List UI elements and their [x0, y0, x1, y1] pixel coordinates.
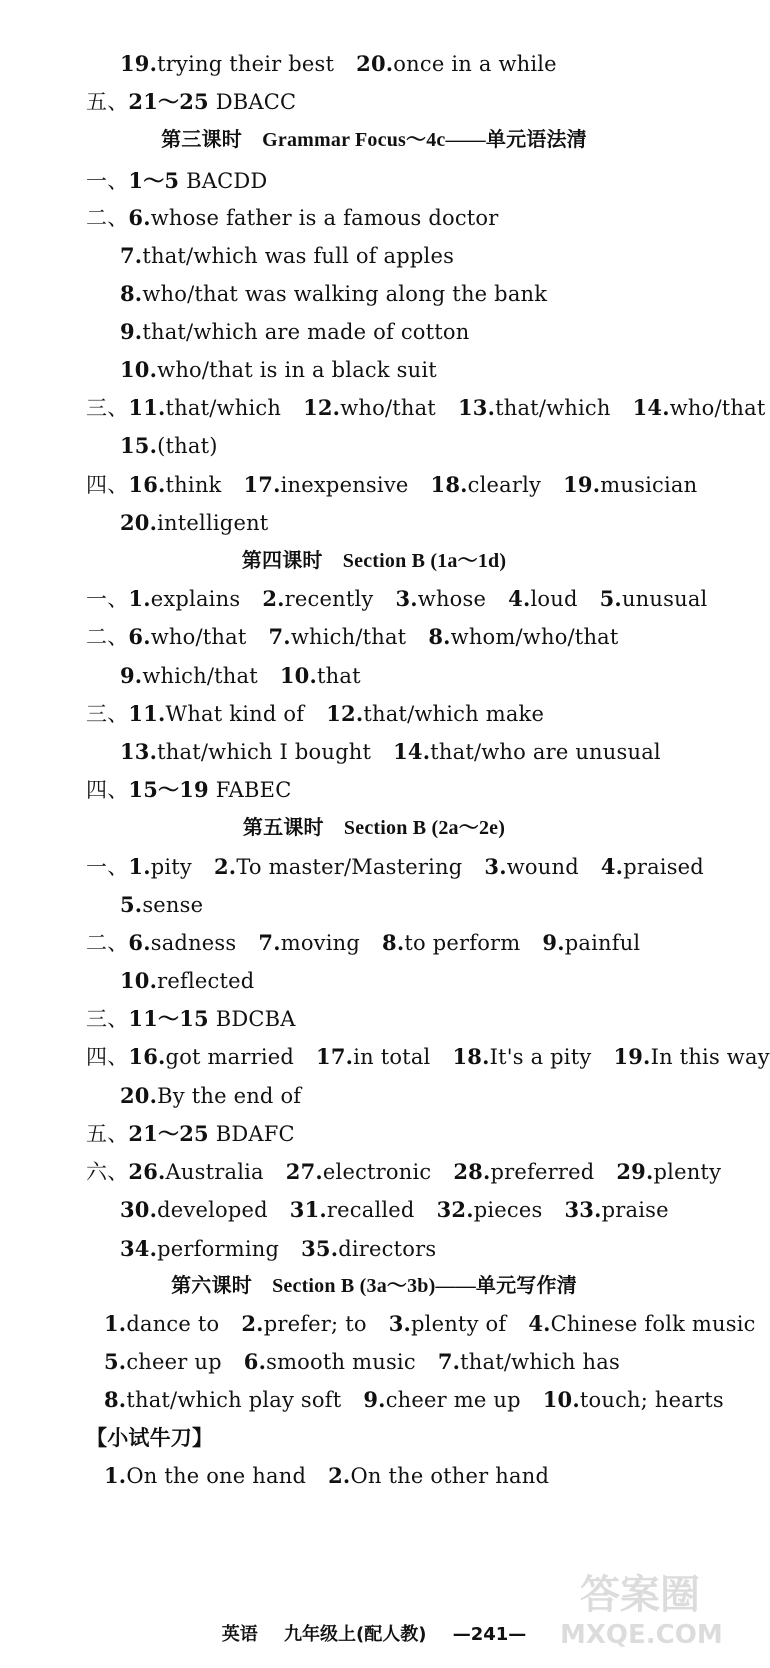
answer-text: who/that: [340, 396, 436, 420]
answer-number: 11～15: [128, 1006, 209, 1031]
answer-text: (that): [157, 434, 218, 458]
answer-item: [382, 929, 520, 957]
answer-number: 16.: [128, 472, 166, 497]
question-group-label: 四、: [86, 473, 129, 497]
answer-item: [393, 738, 661, 766]
answer-item: [128, 623, 246, 651]
answer-text: By the end of: [157, 1084, 302, 1108]
answer-line: [120, 432, 218, 460]
answer-line: [120, 1196, 669, 1224]
answer-item: [542, 929, 640, 957]
answer-text: that/which has: [460, 1350, 620, 1374]
answer-text: praise: [601, 1198, 669, 1222]
answer-text: that/who are unusual: [430, 740, 661, 764]
answer-number: 10.: [120, 968, 158, 993]
answer-number: 3.: [395, 586, 418, 611]
answer-item: [356, 50, 557, 78]
answer-number: 16.: [128, 1044, 166, 1069]
answer-number: 4.: [600, 854, 624, 879]
question-group-label: 三、: [86, 1007, 129, 1031]
answer-text: smooth music: [266, 1350, 416, 1374]
answer-line: [120, 280, 547, 308]
answer-number: 10.: [542, 1387, 580, 1412]
answer-text: BDAFC: [208, 1122, 295, 1146]
answer-text: praised: [623, 855, 704, 879]
answer-line: [120, 738, 661, 766]
answer-number: 21～25: [128, 1121, 209, 1146]
answer-item: [458, 394, 611, 422]
answer-text: to perform: [404, 931, 521, 955]
answer-item: [128, 394, 281, 422]
answer-item: [214, 853, 462, 881]
answer-line: [86, 776, 291, 804]
answer-number: 1.: [128, 854, 151, 879]
answer-text: sadness: [150, 931, 237, 955]
answer-line: [86, 700, 544, 728]
answer-item: [326, 700, 544, 728]
answer-item: [633, 394, 766, 422]
answer-item: [128, 1158, 263, 1186]
answer-number: 18.: [452, 1044, 490, 1069]
answer-number: 8.: [382, 930, 405, 955]
answer-number: 34.: [120, 1236, 158, 1261]
answer-number: 33.: [564, 1197, 602, 1222]
answer-text: which/that: [142, 664, 258, 688]
answer-number: 6.: [128, 205, 151, 230]
answer-item: [258, 929, 360, 957]
answer-item: [328, 1462, 549, 1490]
answer-number: 5.: [104, 1349, 127, 1374]
answer-text: in total: [353, 1045, 431, 1069]
answer-item: [128, 585, 240, 613]
answer-item: [244, 1348, 416, 1376]
answer-item: [104, 1348, 222, 1376]
answer-text: touch; hearts: [579, 1388, 724, 1412]
answer-number: 20.: [120, 510, 158, 535]
answer-text: pity: [150, 855, 192, 879]
question-group-label: 二、: [86, 931, 129, 955]
answer-text: developed: [157, 1198, 268, 1222]
answer-number: 10.: [279, 663, 317, 688]
answer-text: who/that: [669, 396, 766, 420]
answer-text: plenty: [653, 1160, 722, 1184]
answer-item: [241, 1310, 366, 1338]
answer-line: [120, 1235, 436, 1263]
answer-number: 5.: [599, 586, 622, 611]
answer-text: BACDD: [179, 169, 268, 193]
question-group-label: 二、: [86, 206, 129, 230]
answer-text: recalled: [326, 1198, 415, 1222]
answer-item: [484, 853, 578, 881]
question-group-label: 三、: [86, 702, 129, 726]
answer-number: 12.: [326, 701, 364, 726]
answer-number: 14.: [393, 739, 431, 764]
answer-item: [128, 471, 221, 499]
answer-item: [128, 776, 291, 804]
answer-number: 8.: [428, 624, 451, 649]
answer-line: [86, 204, 499, 232]
answer-item: [104, 1462, 306, 1490]
answer-number: 19.: [563, 472, 601, 497]
answer-line: [120, 1082, 301, 1110]
answer-item: [120, 50, 334, 78]
answer-item: [508, 585, 577, 613]
answer-number: 9.: [542, 930, 565, 955]
answer-item: [120, 891, 203, 919]
answer-number: 1～5: [128, 168, 180, 193]
answer-item: [601, 853, 704, 881]
answer-item: [120, 509, 268, 537]
answer-number: 8.: [120, 281, 143, 306]
answer-line: [86, 167, 267, 195]
answer-number: 15.: [120, 433, 158, 458]
answer-item: [120, 356, 437, 384]
section-heading: 第三课时 Grammar Focus～4c——单元语法清: [161, 129, 587, 151]
answer-text: clearly: [467, 473, 542, 497]
answer-number: 15～19: [128, 777, 209, 802]
question-group-label: 一、: [86, 587, 129, 611]
answer-item: [452, 1043, 591, 1071]
answer-item: [280, 662, 361, 690]
answer-number: 2.: [328, 1463, 351, 1488]
answer-item: [104, 1310, 219, 1338]
answer-line: [86, 853, 704, 881]
answer-text: who/that is in a black suit: [157, 358, 437, 382]
answer-number: 7.: [437, 1349, 461, 1374]
answer-text: who/that was walking along the bank: [142, 282, 548, 306]
answer-text: that/which are made of cotton: [142, 320, 470, 344]
answer-line: [120, 50, 557, 78]
answer-text: On the other hand: [350, 1464, 550, 1488]
answer-item: [262, 585, 373, 613]
answer-number: 6.: [243, 1349, 267, 1374]
answer-text: In this way: [650, 1045, 770, 1069]
answer-text: that/which play soft: [126, 1388, 342, 1412]
footer-grade: 九年级上(配人教): [283, 1624, 427, 1645]
answer-number: 8.: [104, 1387, 127, 1412]
answer-text: What kind of: [165, 702, 305, 726]
answer-line: [104, 1462, 549, 1490]
answer-text: intelligent: [157, 511, 269, 535]
answer-line: [86, 1424, 213, 1452]
answer-item: [528, 1310, 755, 1338]
answer-text: FABEC: [208, 778, 292, 802]
answer-number: 4.: [508, 586, 531, 611]
answer-item: [128, 1120, 294, 1148]
answer-text: sense: [142, 893, 204, 917]
answer-item: [438, 1348, 620, 1376]
answer-line: [120, 509, 268, 537]
answer-number: 10.: [120, 357, 158, 382]
answer-number: 6.: [128, 930, 151, 955]
answer-number: 18.: [430, 472, 468, 497]
answer-text: explains: [150, 587, 241, 611]
answer-number: 7.: [120, 243, 143, 268]
answer-text: plenty of: [411, 1312, 507, 1336]
answer-item: [104, 1386, 341, 1414]
answer-text: that/which I bought: [157, 740, 372, 764]
answer-item: [120, 242, 454, 270]
answer-item: [301, 1235, 436, 1263]
answer-number: 5.: [120, 892, 143, 917]
answer-line: [120, 967, 254, 995]
answer-text: unusual: [621, 587, 708, 611]
answer-item: [120, 738, 371, 766]
answer-number: 7.: [258, 930, 281, 955]
answer-line: [86, 1158, 721, 1186]
answer-text: which/that: [290, 625, 407, 649]
question-group-label: 一、: [86, 169, 129, 193]
answer-number: 12.: [303, 395, 341, 420]
answer-number: 20.: [120, 1083, 158, 1108]
answer-item: [243, 471, 408, 499]
answer-text: wound: [506, 855, 579, 879]
answer-text: musician: [600, 473, 698, 497]
answer-item: [120, 1235, 279, 1263]
answer-text: Chinese folk music: [550, 1312, 756, 1336]
answer-text: directors: [338, 1237, 437, 1261]
answer-number: 19.: [613, 1044, 651, 1069]
answer-item: [268, 623, 406, 651]
answer-line: [104, 1310, 756, 1338]
answer-item: [431, 471, 542, 499]
answer-number: 1.: [104, 1311, 127, 1336]
section-heading: 第六课时 Section B (3a～3b)——单元写作清: [171, 1275, 577, 1297]
answer-item: [120, 1196, 268, 1224]
answer-text: inexpensive: [280, 473, 409, 497]
answer-item: [616, 1158, 721, 1186]
answer-text: BDCBA: [208, 1007, 296, 1031]
answer-number: 20.: [356, 51, 394, 76]
answer-number: 13.: [457, 395, 496, 420]
answer-item: [128, 204, 498, 232]
answer-line: [120, 662, 361, 690]
section-heading: 第五课时 Section B (2a～2e): [242, 817, 506, 839]
answer-text: reflected: [157, 969, 255, 993]
answer-number: 29.: [616, 1159, 654, 1184]
answer-text: electronic: [322, 1160, 432, 1184]
answer-text: recently: [284, 587, 374, 611]
answer-item: [128, 88, 296, 116]
answer-line: [86, 929, 640, 957]
question-group-label: 五、: [86, 1122, 129, 1146]
answer-text: cheer me up: [385, 1388, 521, 1412]
answer-line: [86, 1043, 770, 1071]
answer-text: whose: [417, 587, 487, 611]
question-group-label: 六、: [86, 1160, 129, 1184]
answer-number: 3.: [484, 854, 507, 879]
answer-line: [120, 318, 470, 346]
answer-number: 2.: [241, 1311, 264, 1336]
answer-line: [86, 623, 619, 651]
answer-text: got married: [165, 1045, 295, 1069]
footer-subject: 英语: [221, 1624, 258, 1645]
answer-number: 1.: [104, 1463, 127, 1488]
answer-text: preferred: [490, 1160, 595, 1184]
answer-text: think: [165, 473, 222, 497]
answer-text: dance to: [126, 1312, 220, 1336]
answer-text: prefer; to: [263, 1312, 367, 1336]
answer-number: 32.: [436, 1197, 474, 1222]
answer-number: 7.: [268, 624, 291, 649]
answer-text: that/which was full of apples: [142, 244, 455, 268]
answer-item: [120, 1082, 301, 1110]
answer-item: [600, 585, 708, 613]
answer-line: [86, 88, 296, 116]
watermark-site: MXQE.COM: [560, 1620, 723, 1650]
answer-text: trying their best: [157, 52, 335, 76]
answer-number: 9.: [120, 319, 143, 344]
question-group-label: 四、: [86, 1045, 129, 1069]
answer-item: [128, 1005, 295, 1033]
answer-text: that/which make: [363, 702, 545, 726]
answer-text: painful: [564, 931, 641, 955]
answer-number: 1.: [128, 586, 151, 611]
answer-number: 11.: [128, 395, 166, 420]
answer-item: [286, 1158, 432, 1186]
answer-number: 2.: [262, 586, 285, 611]
answer-number: 19.: [120, 51, 158, 76]
watermark-logo: 答案圈: [580, 1572, 700, 1618]
footer-page-number: —241—: [452, 1624, 527, 1645]
answer-line: [86, 471, 697, 499]
answer-number: 28.: [453, 1159, 491, 1184]
answer-line: [120, 242, 454, 270]
answer-text: that/which: [495, 396, 611, 420]
answer-number: 4.: [528, 1311, 551, 1336]
answer-number: 2.: [214, 854, 237, 879]
answer-item: [543, 1386, 724, 1414]
answer-number: 13.: [120, 739, 158, 764]
answer-item: [120, 280, 547, 308]
answer-text: Australia: [165, 1160, 264, 1184]
answer-item: [120, 432, 218, 460]
answer-item: [564, 1196, 668, 1224]
answer-item: [303, 394, 436, 422]
answer-text: cheer up: [126, 1350, 222, 1374]
answer-number: 14.: [632, 395, 670, 420]
answer-line: [120, 356, 437, 384]
answer-item: [128, 929, 236, 957]
answer-number: 30.: [120, 1197, 158, 1222]
answer-item: [428, 623, 618, 651]
answer-item: [437, 1196, 543, 1224]
answer-item: [120, 318, 470, 346]
answer-item: [395, 585, 486, 613]
question-group-label: 二、: [86, 625, 129, 649]
answer-text: whom/who/that: [450, 625, 619, 649]
question-group-label: 【小试牛刀】: [86, 1425, 214, 1450]
answer-text: To master/Mastering: [236, 855, 463, 879]
answer-line: [86, 1005, 296, 1033]
answer-text: whose father is a famous doctor: [150, 206, 499, 230]
answer-item: [128, 1043, 294, 1071]
answer-item: [563, 471, 697, 499]
answer-number: 31.: [289, 1197, 327, 1222]
answer-item: [128, 853, 192, 881]
answer-number: 9.: [363, 1387, 386, 1412]
answer-number: 17.: [243, 472, 281, 497]
answer-text: pieces: [473, 1198, 543, 1222]
question-group-label: 四、: [86, 778, 129, 802]
answer-line: [120, 891, 203, 919]
answer-text: who/that: [150, 625, 247, 649]
answer-item: [363, 1386, 520, 1414]
answer-line: [86, 585, 707, 613]
answer-text: moving: [280, 931, 361, 955]
answer-item: [316, 1043, 430, 1071]
watermark: [560, 1570, 723, 1660]
answer-text: DBACC: [208, 90, 297, 114]
answer-number: 11.: [128, 701, 166, 726]
answer-item: [120, 967, 254, 995]
question-group-label: 一、: [86, 855, 129, 879]
answer-text: loud: [530, 587, 578, 611]
answer-text: that: [316, 664, 361, 688]
answer-number: 27.: [285, 1159, 323, 1184]
answer-number: 9.: [120, 663, 143, 688]
answer-number: 35.: [301, 1236, 339, 1261]
section-heading: 第四课时 Section B (1a～1d): [241, 550, 507, 572]
answer-number: 3.: [388, 1311, 412, 1336]
answer-line: [104, 1348, 620, 1376]
answer-number: 17.: [316, 1044, 354, 1069]
answer-text: performing: [157, 1237, 280, 1261]
question-group-label: 五、: [86, 90, 129, 114]
answer-line: [86, 394, 766, 422]
answer-number: 26.: [128, 1159, 166, 1184]
answer-item: [613, 1043, 769, 1071]
answer-text: that/which: [165, 396, 282, 420]
answer-number: 21～25: [128, 89, 209, 114]
answer-item: [128, 700, 304, 728]
answer-line: [86, 1120, 295, 1148]
answer-line: [104, 1386, 724, 1414]
answer-item: [128, 167, 267, 195]
answer-item: [453, 1158, 594, 1186]
answer-item: [389, 1310, 507, 1338]
answer-number: 6.: [128, 624, 151, 649]
answer-item: [290, 1196, 415, 1224]
answer-item: [120, 662, 258, 690]
question-group-label: 三、: [86, 396, 129, 420]
answer-text: once in a while: [393, 52, 557, 76]
answer-text: It's a pity: [489, 1045, 592, 1069]
answer-text: On the one hand: [126, 1464, 307, 1488]
